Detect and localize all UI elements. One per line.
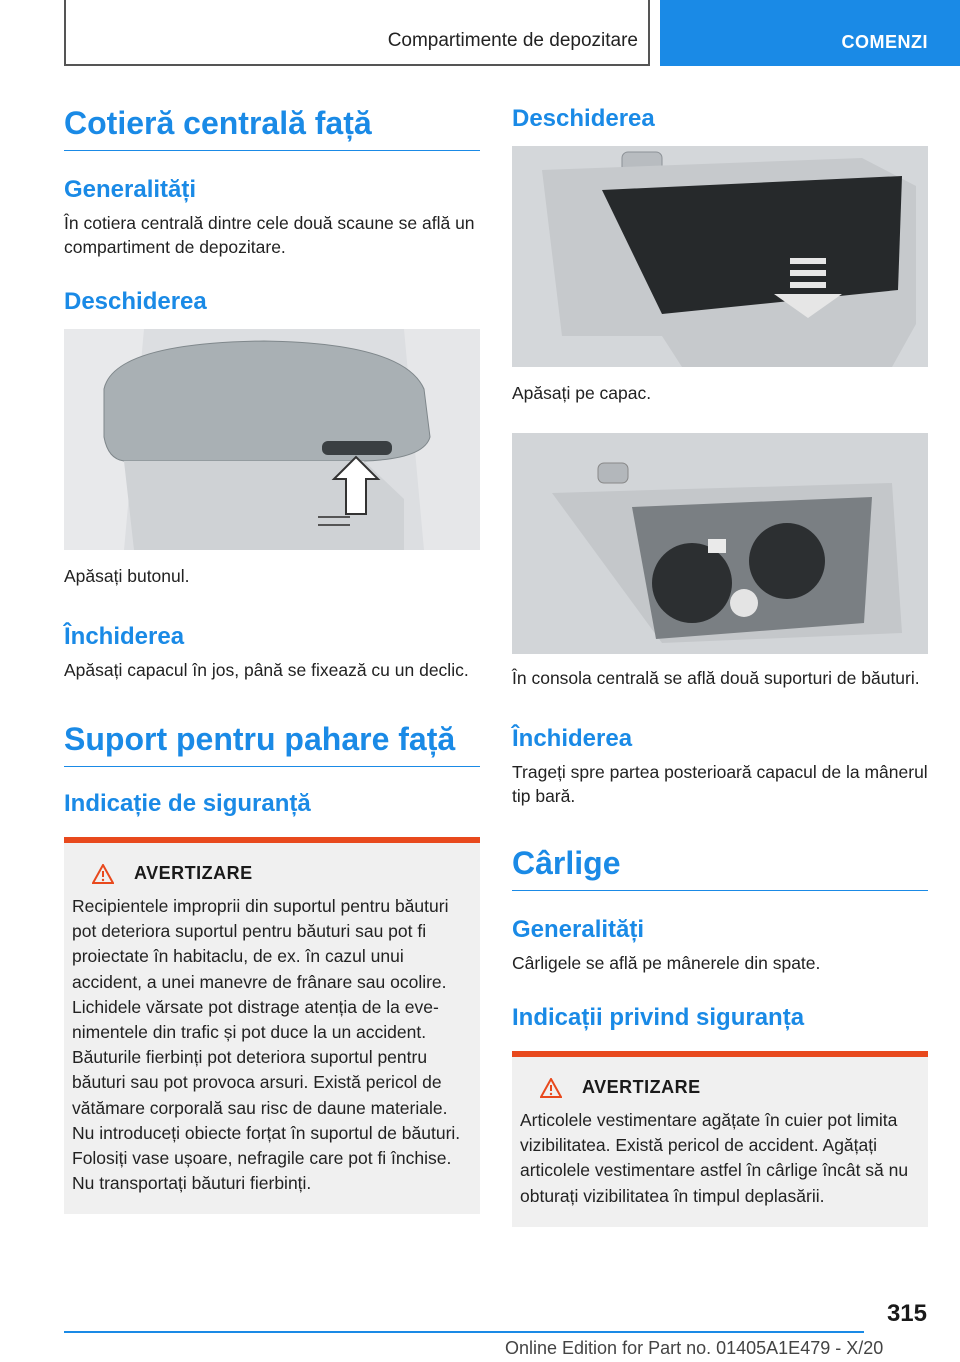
chapter-tab[interactable]	[660, 0, 960, 66]
cup-cover-image	[512, 146, 928, 367]
subheading-safety-hooks: Indicații privind siguranța	[512, 1004, 805, 1031]
text-close: Apăsați capacul în jos, până se fixează cu un declic.	[64, 660, 469, 680]
subheading-general: Generalități	[64, 176, 197, 203]
warning-box	[64, 843, 480, 1214]
subheading-open-cup: Deschiderea	[512, 105, 655, 132]
text-press-cover: Apăsați pe capac.	[512, 383, 652, 403]
page-number: 315	[886, 1300, 927, 1327]
text-two-holders: În consola centrală se află două suporturi de băuturi.	[512, 668, 920, 688]
armrest-button-image	[64, 329, 480, 550]
warning-box-hooks	[512, 1057, 928, 1227]
warning-text-hooks: Articolele vestimentare agățate în cuier pot limita vizibilitatea. Există pericol de accident. Agățați articolele vestimentare astfel în cârlige încât să nu obturați vizibilitatea în timpul deplasării.	[520, 1110, 909, 1206]
left-column	[64, 104, 480, 1214]
chapter-tab-label: COMENZI	[841, 32, 928, 52]
warning-text: Recipientele improprii din suportul pentru băuturi pot deteriora suportul pentru băuturi sau pot fi proiectate în habitaclu, de ex. în cazul unui accident, a unei manevre de frânare sau ocolire. Lichidele vărsate pot distrage atenția de la evenimentele din trafic și pot duce la un accident. Băuturile fierbinți pot deteriora suportul pentru băuturi sau pot provoca arsuri. Există pericol de vătămare corporală sau risc de daune materiale. Nu introduceți obiecte forțat în suportul de băuturi. Folosiți vase ușoare, nefragile care pot fi închise. Nu transportați băuturi fierbinți.	[72, 896, 461, 1194]
cup-holders-image	[512, 433, 928, 654]
page-header	[0, 0, 960, 66]
heading-hooks: Cârlige	[512, 844, 928, 891]
text-general-hooks: Cârligele se află pe mânerele din spate.	[512, 953, 821, 973]
warning-title-hooks: AVERTIZARE	[582, 1077, 701, 1097]
subheading-open: Deschiderea	[64, 288, 207, 315]
right-column	[512, 104, 928, 1227]
warning-title: AVERTIZARE	[134, 863, 253, 883]
text-press-button: Apăsați butonul.	[64, 566, 190, 586]
heading-armrest: Cotieră centrală față	[64, 104, 480, 151]
subheading-close: Închiderea	[64, 623, 185, 650]
section-title: Compartimente de depozitare	[387, 30, 638, 51]
edition-note: Online Edition for Part no. 01405A1E479 - X/20	[505, 1338, 884, 1358]
heading-cup-holder: Suport pentru pahare față	[64, 720, 480, 767]
text-close-cup: Trageți spre partea posterioară capacul de la mânerul tip bară.	[512, 762, 928, 806]
subheading-safety: Indicație de siguranță	[64, 790, 311, 817]
footer-rule	[64, 1331, 864, 1333]
subheading-general-hooks: Generalități	[512, 916, 645, 943]
subheading-close-cup: Închiderea	[512, 725, 633, 752]
warning-triangle-icon	[92, 864, 114, 884]
text-general: În cotiera centrală dintre cele două scaune se află un compartiment de depozitare.	[64, 213, 475, 257]
warning-triangle-icon	[540, 1078, 562, 1098]
